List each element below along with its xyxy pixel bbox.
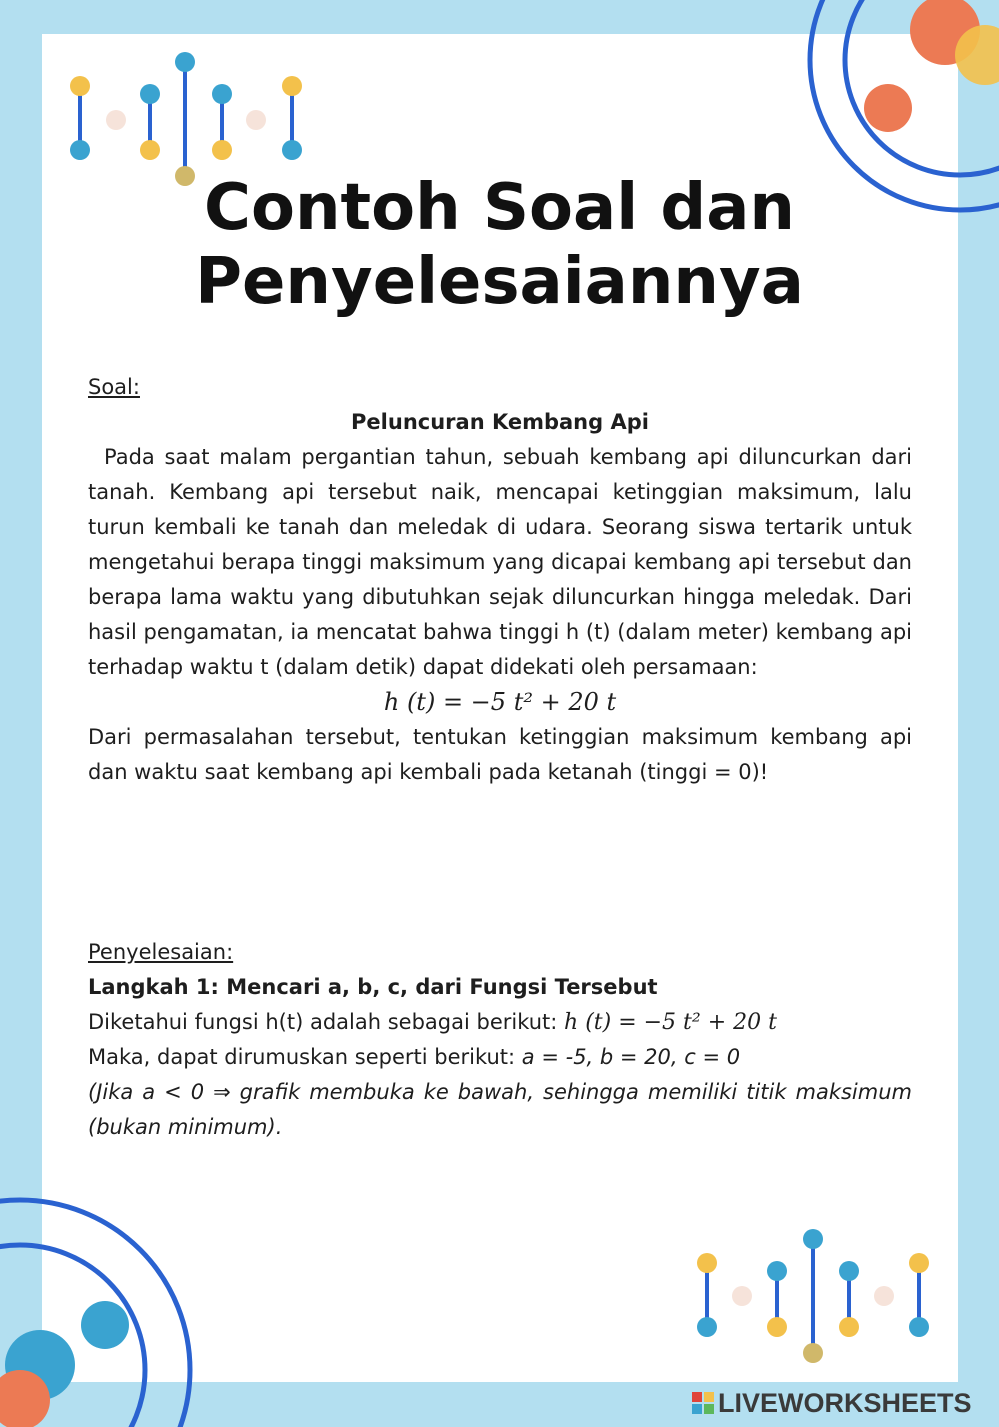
- penyelesaian-section: [88, 935, 912, 1145]
- soal-paragraph: Pada saat malam pergantian tahun, sebuah kembang api diluncurkan dari tanah. Kembang api tersebut naik, mencapai ketinggian maksimum, lalu turun kembali ke tanah dan meledak di udara. Seorang siswa tertarik untuk mengetahui berapa tinggi maksimum yang dicapai kembang api tersebut dan berapa lama waktu yang dibutuhkan sejak diluncurkan hingga meledak. Dari hasil pengamatan, ia mencatat bahwa tinggi h (t) (dalam meter) kembang api terhadap waktu t (dalam detik) dapat didekati oleh persamaan:: [88, 445, 912, 679]
- top-right-dot-yellow: [955, 25, 999, 85]
- soal-section: [88, 370, 912, 790]
- step1-line-2: [88, 1040, 912, 1075]
- page-title-line-1: Contoh Soal dan: [204, 171, 795, 245]
- liveworksheets-logo-icon: [692, 1392, 714, 1414]
- step1-line-1: [88, 1005, 912, 1040]
- soal-question: Dari permasalahan tersebut, tentukan ketinggian maksimum kembang api dan waktu saat kembang api kembali pada ketanah (tinggi = 0)!: [88, 725, 912, 784]
- soal-label: Soal:: [88, 375, 140, 399]
- liveworksheets-logo[interactable]: [692, 1386, 972, 1420]
- step1-line-2-values: a = -5, b = 20, c = 0: [521, 1045, 741, 1069]
- step1-line-1-equation: h (t) = −5 t² + 20 t: [564, 1010, 777, 1035]
- step1-note: (Jika a < 0 ⇒ grafik membuka ke bawah, sehingga memiliki titik maksimum (bukan minimum).: [88, 1080, 912, 1139]
- step1-heading: Langkah 1: Mencari a, b, c, dari Fungsi Tersebut: [88, 975, 658, 999]
- soal-heading: Peluncuran Kembang Api: [351, 410, 649, 434]
- step1-line-2-text: Maka, dapat dirumuskan seperti berikut:: [88, 1045, 516, 1069]
- soal-equation: h (t) = −5 t² + 20 t: [383, 688, 617, 716]
- penyelesaian-label: Penyelesaian:: [88, 940, 234, 964]
- page-title-line-2: Penyelesaiannya: [195, 245, 804, 319]
- step1-line-1-text: Diketahui fungsi h(t) adalah sebagai berikut:: [88, 1010, 558, 1034]
- liveworksheets-brand: LIVEWORKSHEETS: [718, 1387, 972, 1418]
